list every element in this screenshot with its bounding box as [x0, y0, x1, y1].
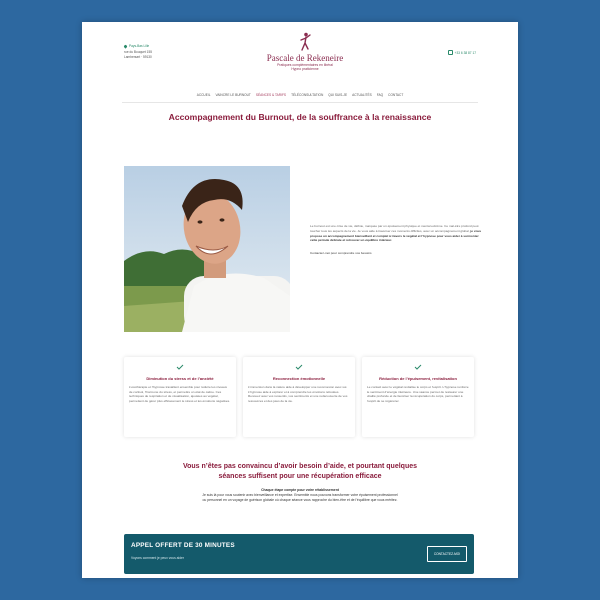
intro-bold: je vous propose un accompagnement bienveillant et complet à travers le végétal et l’hypnose pour vous aider à surmonter cette période délicate et retrouver un équilibre intérieur. — [310, 228, 482, 243]
site-logo[interactable] — [250, 32, 360, 71]
cta-line-1: Chaque étape compte pour votre rétablissement — [261, 488, 339, 492]
banner-subtitle: Voyons comment je peux vous aider — [131, 556, 184, 560]
header-contact — [124, 44, 152, 61]
cta-line-2: Je suis là pour vous soutenir avec bienveillance et expertise. Ensemble nous pouvons transformer votre épuisement professionnel — [202, 493, 398, 497]
cta-heading: Vous n’êtes pas convaincu d’avoir besoin d’aide, et pourtant quelques séances suffisent pour une récupération efficace — [182, 463, 418, 480]
phone-icon — [448, 50, 453, 55]
benefit-card — [124, 357, 236, 437]
phone-number: +33 6 38 87 17 — [454, 50, 476, 55]
web-page — [82, 22, 518, 578]
card-body: L’immersion dans la nature aide à développer une reconnexion avec soi. L’hypnose aide à explorer et à comprendre les émotions refoulées. Renouez avec vos ressentis, vos sentiments et une redécouverte de vos ressources et des joies de la vie. — [248, 385, 348, 403]
logo-tagline-2: Hypno praticienne — [291, 67, 319, 71]
page-title: Accompagnement du Burnout, de la souffrance à la renaissance — [168, 112, 432, 122]
hero-photo — [124, 166, 290, 332]
card-title: Réduction de l’épuisement, revitalisation — [379, 376, 457, 381]
intro-text — [310, 224, 482, 256]
card-body: Le contact avec le végétal revitalise le corps et l’esprit. L’hypnose renforce le sentiment d’énergie intérieure. Une séance permet de restaurer une vitalité profonde et de favoriser la récupération du corps, permettant à l’esprit de se régénérer. — [367, 385, 469, 403]
nav-item-accueil[interactable]: ACCUEIL — [196, 93, 211, 97]
header-address-1: rue du Bouquet 155 — [124, 49, 153, 54]
banner-title: APPEL OFFERT DE 30 MINUTES — [131, 542, 235, 549]
cta-line-3: ou personnel en un voyage de guérison globale où chaque séance vous rapproche du bien-être et de l’équilibre que vous méritez. — [202, 498, 398, 502]
nav-item-teleconsultation[interactable]: TÉLÉCONSULTATION — [291, 93, 324, 97]
nav-item-actualites[interactable]: ACTUALITÉS — [352, 93, 372, 97]
nav-item-qui-suis-je[interactable]: QUI SUIS-JE — [328, 93, 348, 97]
check-icon — [295, 364, 303, 370]
check-icon — [414, 364, 422, 370]
header-phone[interactable] — [448, 50, 476, 55]
nav-item-burnout[interactable]: VAINCRE LE BURNOUT — [215, 93, 251, 97]
contact-link[interactable]: Contactez-moi pour comprendre vos besoins — [310, 251, 372, 256]
logo-name: Pascale de Rekeneire — [266, 53, 344, 63]
check-icon — [176, 364, 184, 370]
main-nav — [82, 92, 518, 98]
nav-item-seances[interactable]: SÉANCES & TARIFS — [255, 93, 287, 97]
cta-text — [142, 488, 458, 503]
card-body: L’écothérapie et l’hypnose travaillent ensemble pour réduire les niveaux de cortisol, l’hormone du stress, et permettre un état de calme. Ces techniques de respiration et de visualisation, ajoutées au végétal, permettent de gérer plus efficacement le stress et les émotions négatives. — [129, 385, 231, 403]
benefit-card — [362, 357, 474, 437]
header-location[interactable]: Pays-Bas Lille — [129, 44, 150, 48]
header-divider — [122, 102, 478, 103]
logo-tagline-1: Pratiques complémentaires en libéral — [277, 63, 333, 67]
location-pin-icon — [123, 45, 127, 49]
dancer-logo-icon — [298, 32, 312, 52]
nav-item-contact[interactable]: CONTACT — [388, 93, 404, 97]
offer-banner — [124, 534, 474, 574]
intro-paragraph: Le burnout est une crise de vie, définie, marquée par un épuisement physique et mental extrême. Ce mal-être profond peut toucher tous les aspects de la vie. Je vous aide à traverser ces moments difficiles, avec un accompagnement global, — [310, 224, 479, 233]
card-title: Diminution du stress et de l’anxiété — [146, 376, 214, 381]
contact-button[interactable]: CONTACTEZ-MOI — [427, 546, 467, 562]
header-address-2: Lambersart · 59130 — [124, 55, 152, 59]
benefit-card — [243, 357, 355, 437]
card-title: Reconnection émotionnelle — [272, 376, 326, 381]
nav-item-faq[interactable]: FAQ — [376, 93, 384, 97]
